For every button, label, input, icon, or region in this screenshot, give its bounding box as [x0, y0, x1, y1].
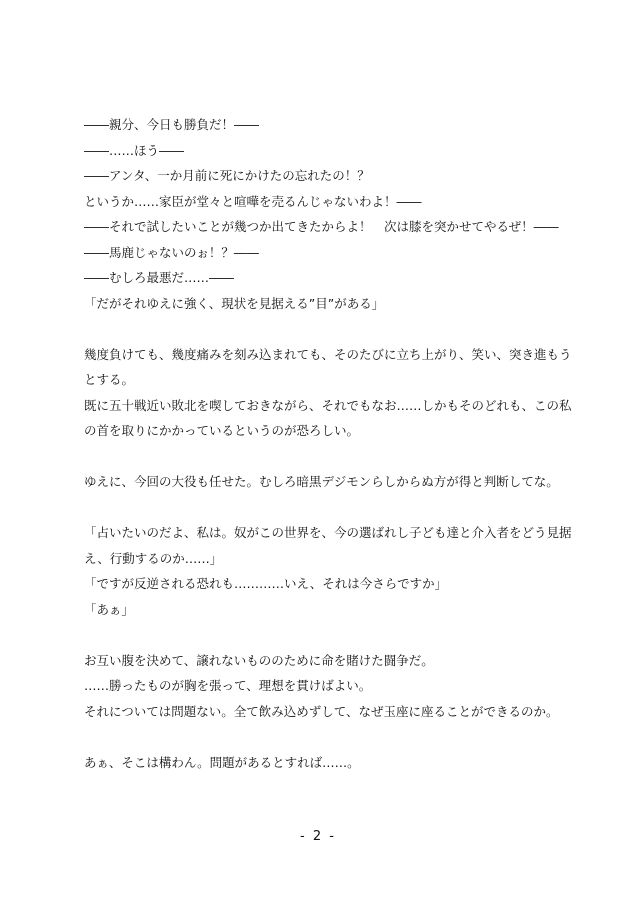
text-line: というか……家臣が堂々と喧嘩を売るんじゃないわよ！―― — [84, 193, 422, 209]
text-line: ――それで試したいことが幾つか出てきたからよ！ 次は膝を突かせてやるぜ！―― — [84, 219, 559, 234]
blank-line — [84, 316, 584, 342]
text-line: 「あぁ」 — [84, 601, 134, 617]
text-line: お互い腹を決めて、譲れないもののために命を賭けた闘争だ。 — [84, 652, 434, 668]
blank-line — [84, 495, 584, 521]
text-line: ――アンタ、一か月前に死にかけたの忘れたの！？ — [84, 168, 370, 183]
text-line: それについては問題ない。全て飲み込めずして、なぜ玉座に座ることができるのか。 — [84, 703, 559, 719]
text-line: ――むしろ最悪だ……―― — [84, 270, 235, 285]
text-line: ――……ほう―― — [84, 142, 185, 158]
text-line: え、行動するのか……」 — [84, 550, 223, 566]
blank-line — [84, 724, 584, 750]
text-line: ゆえに、今回の大役も任せた。むしろ暗黒デジモンらしからぬ方が得と判断してな。 — [84, 474, 559, 489]
text-line: 「ですが反逆される恐れも…………いえ、それは今さらですか」 — [84, 576, 448, 591]
text-line: ――親分、今日も勝負だ！―― — [84, 117, 260, 132]
blank-line — [84, 622, 584, 648]
text-line: ――馬鹿じゃないのぉ！？―― — [84, 244, 259, 260]
document-body — [84, 112, 584, 775]
text-line: とする。 — [84, 372, 135, 387]
text-line: 「占いたいのだよ、私は。奴がこの世界を、今の選ばれし子ども達と介入者をどう見据 — [84, 525, 572, 540]
text-line: ……勝ったものが胸を張って、理想を貫けばよい。 — [84, 678, 372, 693]
text-line: 「だがそれゆえに強く、現状を見据える”目”がある」 — [84, 295, 385, 311]
text-line: 既に五十戦近い敗北を喫しておきながら、それでもなお……しかもそのどれも、この私 — [84, 397, 572, 413]
blank-line — [84, 444, 584, 470]
text-line: の首を取りにかかっているというのが恐ろしい。 — [84, 423, 360, 438]
text-line: あぁ、そこは構わん。問題があるとすれば……。 — [84, 754, 360, 770]
page-number: - 2 - — [300, 829, 336, 844]
text-line: 幾度負けても、幾度痛みを刻み込まれても、そのたびに立ち上がり、笑い、突き進もう — [84, 346, 572, 362]
